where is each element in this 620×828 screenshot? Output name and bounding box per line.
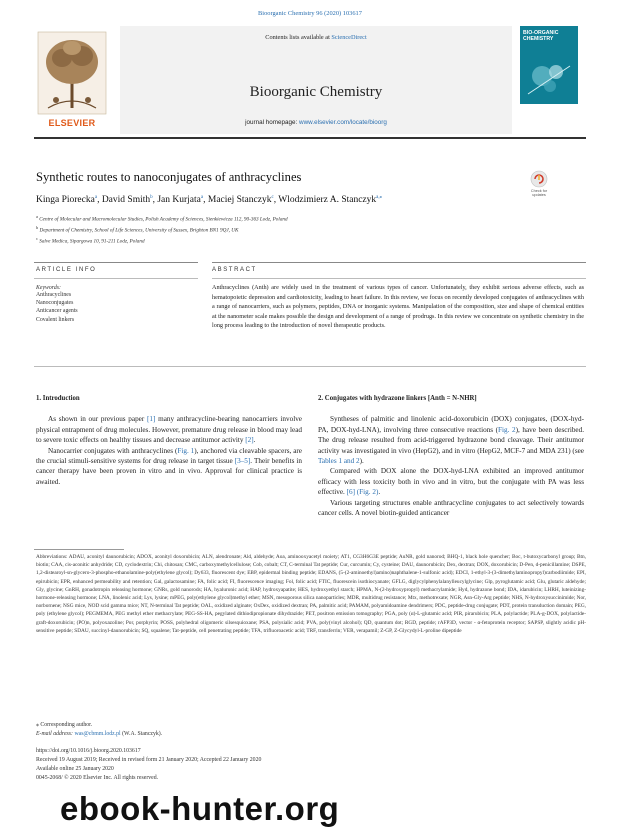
journal-info-box bbox=[120, 26, 512, 134]
ref-link[interactable]: [3–5] bbox=[234, 457, 251, 466]
author[interactable]: Kinga Piorecka bbox=[36, 195, 95, 206]
intro-paragraph-2: Nanocarrier conjugates with anthracyclines (Fig. 1), anchored via cleavable spacers, are the crucial stimuli-sensitive systems for drug release in target tissue [3–5]. Their benefits in cancer therapy have been proven in vitro and in vivo. Approval for clinical practice is awaited. bbox=[36, 446, 302, 486]
section2-paragraph-1: Syntheses of palmitic and linolenic acid-doxorubicin (DOX) conjugates, (DOX-hyd-PA, DOX-hyd-LNA), involving three consecutive reactions (Fig. 2), have been described. The drug release resulted from acid-triggered hydrazone bond cleavage. Their antitumor activity was investigated in vivo (HepG2), and in vitro (HepG2, MCF-7 and MDA 231) (see Tables 1 and 2). bbox=[318, 415, 584, 466]
doi-link[interactable]: https://doi.org/10.1016/j.bioorg.2020.103617 bbox=[36, 748, 141, 754]
contents-prefix: Contents lists available at bbox=[265, 34, 332, 41]
keyword: Nanoconjugates bbox=[36, 300, 74, 307]
elsevier-tree-icon bbox=[34, 28, 110, 116]
author[interactable]: Wlodzimierz A. Stanczyk bbox=[278, 195, 377, 206]
keywords-label: Keywords: bbox=[36, 285, 61, 291]
journal-masthead bbox=[34, 26, 586, 134]
journal-title: Bioorganic Chemistry bbox=[249, 84, 383, 100]
affiliation: $^b$ Department of Chemistry, School of Life Sciences, University of Sussex, Brighton BN1 9QJ, UK bbox=[36, 225, 239, 234]
fig-link[interactable]: Fig. 2 bbox=[498, 425, 516, 434]
keywords-block bbox=[36, 285, 200, 324]
corresponding-author: ⁎ Corresponding author. bbox=[36, 722, 93, 728]
ref-link[interactable]: [2] bbox=[245, 436, 254, 445]
updates-icon bbox=[524, 170, 554, 190]
article-info-heading: ARTICLE INFO bbox=[36, 267, 97, 273]
contents-line bbox=[120, 34, 512, 41]
keyword-list bbox=[36, 291, 200, 324]
keyword: Covalent linkers bbox=[36, 316, 75, 323]
affiliation: $^c$ Salve Medica, Sipargowa 10, 91-211 Lodz, Poland bbox=[36, 236, 145, 245]
table-link[interactable]: Tables 1 and 2 bbox=[318, 457, 360, 466]
abstract-text: Anthracyclines (Anth) are widely used in the treatment of various types of cancer. Unfortunately, they exhibit serious adverse effects, such as hematopoietic depression and cardiotoxicity, leading to heart failure. In this review, we focus on recently developed conjugates of anthracyclines with a range of nanocarriers, such as polymers, peptides, DNA or inorganic systems. Manipulation of the composition, size and shape of chemical entities at the nanometer scale makes possible the design and development of a range of prodrugs. In this review we concentrate on synthetic chemistry in the long process leading to the introduction of novel therapeutic products. bbox=[212, 284, 584, 329]
check-for-updates-badge[interactable] bbox=[524, 170, 554, 200]
intro-paragraph-1: As shown in our previous paper [1] many anthracycline-bearing nanocarriers involve physical entrapment of drug molecules. However, premature drug release in blood may lead to severe toxic effects on healthy tissues and decrease antitumor activity [2]. bbox=[36, 415, 302, 445]
keyword: Anthracyclines bbox=[36, 292, 72, 298]
author-list: Kinga Piorecka$^a$, David Smith$^b$, Jan Kurjata$^a$, Maciej Stanczyk$^c$, Wlodzimierz A. Stanczyk$^{a,⁎}$ bbox=[36, 195, 383, 206]
section2-paragraph-2: Compared with DOX alone the DOX-hyd-LNA exhibited an improved antitumor efficacy with less toxicity both in vivo and in vitro, but the conjugate with PA was less effective. [6] (Fig. 2). bbox=[318, 467, 584, 497]
footnote-rule bbox=[34, 549, 124, 550]
ref-link[interactable]: [6] (Fig. 2) bbox=[346, 488, 379, 497]
email-link[interactable]: was@cbmm.lodz.pl bbox=[74, 731, 121, 737]
article-title: Synthetic routes to nanoconjugates of anthracyclines bbox=[36, 170, 302, 184]
email-line: E-mail address: was@cbmm.lodz.pl (W.A. Stanczyk). bbox=[36, 731, 163, 737]
sciencedirect-link[interactable]: ScienceDirect bbox=[331, 34, 367, 41]
author-sup: a,⁎ bbox=[376, 195, 383, 200]
ref-link[interactable]: [1] bbox=[147, 415, 156, 424]
journal-cover[interactable] bbox=[520, 26, 578, 104]
updates-label: Check for updates bbox=[530, 189, 548, 197]
abstract-bottom-rule bbox=[34, 366, 586, 367]
affiliation: $^a$ Centre of Molecular and Macromolecular Studies, Polish Academy of Sciences, Sienkiewicza 112, 90-363 Lodz, Poland bbox=[36, 214, 288, 223]
author-sup: c bbox=[271, 195, 274, 200]
homepage-line bbox=[120, 119, 512, 126]
article-info-rule bbox=[34, 262, 198, 263]
left-column bbox=[36, 394, 302, 487]
journal-citation[interactable]: Bioorganic Chemistry 96 (2020) 103617 bbox=[258, 10, 362, 17]
section2-heading: 2. Conjugates with hydrazone linkers [Anth = N-NHR] bbox=[318, 395, 477, 402]
author-sup: a bbox=[200, 195, 204, 200]
homepage-prefix: journal homepage: bbox=[245, 119, 300, 126]
author[interactable]: Jan Kurjata bbox=[157, 195, 201, 206]
affiliations bbox=[36, 213, 288, 246]
cover-title: BIO-ORGANIC CHEMISTRY bbox=[523, 30, 559, 42]
abstract-subrule bbox=[212, 278, 586, 279]
abbreviations: Abbreviations: ADAU, aconityl daunorubicin; ADOX, aconityl doxorubicin; ALN, alendronate; Ald, aldehyde; Aoa, aminooxyacetyl moiety; AT1, CG3H6G3E peptide; AuNR, gold nanorod; BHQ-1, black hole quencher; Boc, t-butoxycarbonyl group; Btn, biotin; CAA, cis-aconitic anhydride; CD, cyclodextrin; Chi, chitosan; CMC, carboxymethylcellulose; Cob, cobalt; CT, C-terminal Tat peptide; Cur, curcumin; Cy, cysteine; DAU, daunorubicin; Dex, dextran; DOX, doxorubicin; D-Pen, d-penicillamine; DSPE, 1,2-distearoyl-sn-glycero-3-phospho-ethanolamine-poly(ethylene glycol); Dy633, fluorescent dye; EBP, epidermal binding peptide; EDANS, (5-(2-aminoethyl)amino)naphthalene-1-sulfonic acid); EDCI, 1-ethyl-3-(3-dimethylaminopropyl)carbodiimide; EPI, epirubicin; EPR, enhanced permeability and retention; Gal, galactosamine; FA, folic acid; FI, fluorescence imaging; Fol, folic acid; FTIC, fluorescein isothiocyanate; GFLG, diglycylphenylalanylleucylglycine; Glp, pyroglutamic acid; Glu, glutaric aldehyde; Gly, glycine; GnRH, gonadotropin releasing hormone; GNRs, gold nanorods; HA, hyaluronic acid; HAP, hydroxyapatite; HES, hydroxyethyl starch; HPMA, N-(2-hydroxypropyl) methacrylamide; Hyd, hydrazone bond; IDA, idarubicin; LHRH, luteinizing-hormone-releasing hormone; LNA, linolenic acid; Lys, lysine; mPEG, poly(ethylene glycol)methyl ether; MSN, mesoporous silica nanoparticles; MDR, multidrug resistance; Mtx, methotrexate; NGR, Asn-Gly-Arg peptide; NHS, N-hydroxysuccinimide; Nor, norbornene; NSG mice, NOD scid gamma mice; NT, N-terminal Tat peptide; OAL, oxidized alginate; OxDex, oxidized dextran; PA, palmitic acid; PAMAM, polyamidoamine dendrimers; PDC, peptide-drug conjugate; PDT, protein transduction domain; PEG, poly (ethylene glycol); PEGMEMA, PEG methyl ether methacrylate; PEG-SS-HA, pegylated dithiodipropionate dihydrazide; PET, positron emission tomography; PGA, poly (α)-L-glutamic acid; PIR, pirarubicin; PLA, polylactide; PLA-g-DOX, polylactide-graft-doxorubicin; (PO)n, polyoxazoline; Por, porphyrin; POSS, polyhedral oligomeric silsesquioxane; PSA, polysialic acid; PVA, poly(vinyl alcohol); QD, quantum dot; RGD, peptide; rAFP3D, vector - α-fetoprotein receptor; SAPSP, slightly acidic pH-sensitive peptide; SDAU, succinyl-daunorubicin; SQ, squalene; Tat-peptide, cell penetrating peptide; TFA, trifluoroacetic acid; TRF, transferrin; VER, verapamil; Z-GP, Z-Glycydyl-L-proline dipeptide bbox=[36, 554, 586, 634]
fig-link[interactable]: Fig. 1 bbox=[177, 446, 195, 455]
homepage-link[interactable]: www.elsevier.com/locate/bioorg bbox=[299, 119, 387, 126]
author[interactable]: Maciej Stanczyk bbox=[207, 195, 272, 206]
copyright: 0045-2068/ © 2020 Elsevier Inc. All rights reserved. bbox=[36, 775, 159, 781]
received-dates: Received 19 August 2019; Received in revised form 21 January 2020; Accepted 22 January 2020 bbox=[36, 757, 262, 763]
author[interactable]: David Smith bbox=[101, 195, 151, 206]
author-sup: a bbox=[94, 195, 98, 200]
section2-paragraph-3: Various targeting structures enable anthracycline conjugates to act selectively towards cancer cells. A novel biotin-guided anticancer bbox=[318, 498, 584, 518]
right-column bbox=[318, 394, 584, 518]
intro-heading: 1. Introduction bbox=[36, 395, 80, 402]
watermark: ebook-hunter.org bbox=[60, 790, 340, 827]
elsevier-logo[interactable] bbox=[34, 28, 110, 128]
publisher-name: ELSEVIER bbox=[48, 118, 96, 128]
header-rule bbox=[34, 137, 586, 139]
abstract-heading: ABSTRACT bbox=[212, 267, 257, 273]
author-sup: b bbox=[150, 195, 153, 200]
keyword: Anticancer agents bbox=[36, 308, 78, 315]
available-online: Available online 25 January 2020 bbox=[36, 766, 114, 772]
abstract-rule bbox=[212, 262, 586, 263]
article-info-subrule bbox=[34, 278, 198, 279]
cover-art-icon bbox=[520, 26, 578, 104]
